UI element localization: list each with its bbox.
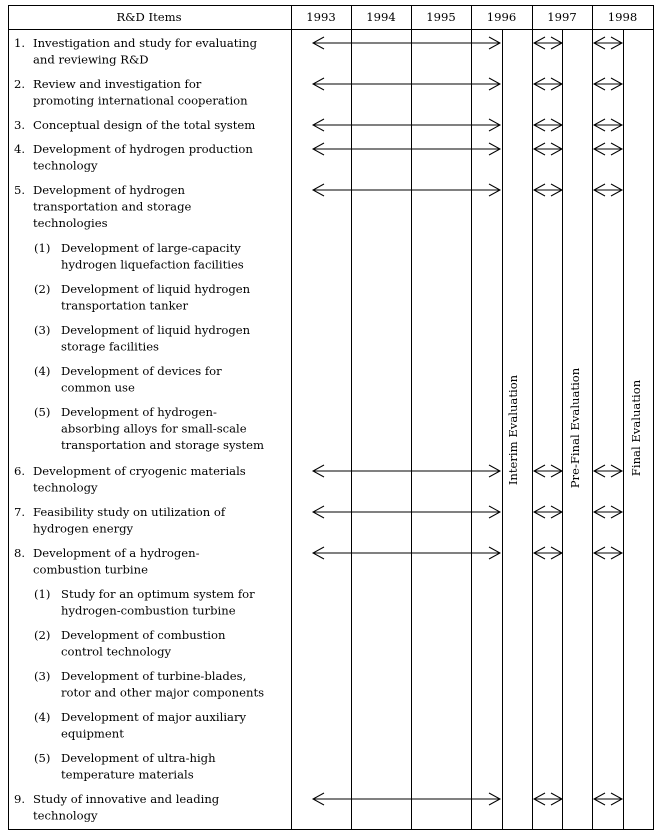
item-text: hydrogen liquefaction facilities — [61, 257, 244, 272]
item-number: 5. — [14, 183, 26, 197]
schedule-arrow — [534, 547, 562, 559]
schedule-arrow — [594, 37, 622, 49]
item-text: technology — [33, 480, 98, 495]
item-text: Development of a hydrogen- — [33, 546, 200, 560]
pre-final-evaluation-label: Pre-Final Evaluation — [568, 367, 582, 489]
sub-item-row — [34, 323, 251, 354]
schedule-arrow — [594, 78, 622, 90]
item-text: Development of liquid hydrogen — [61, 282, 251, 296]
year-header: 1993 — [306, 10, 336, 24]
item-number: (2) — [34, 282, 51, 296]
schedule-arrow — [594, 506, 622, 518]
item-row — [14, 546, 200, 577]
item-text: Development of devices for — [61, 364, 222, 378]
year-header: 1995 — [426, 10, 456, 24]
year-header: 1998 — [607, 10, 638, 24]
item-text: Development of combustion — [61, 628, 226, 642]
item-text: Development of hydrogen production — [33, 142, 253, 156]
item-number: (3) — [34, 323, 51, 337]
rd-items-header: R&D Items — [116, 10, 182, 24]
item-text: transportation and storage system — [61, 438, 265, 452]
item-text: Study of innovative and leading — [33, 792, 220, 806]
interim-evaluation-label: Interim Evaluation — [506, 374, 520, 486]
item-text: transportation tanker — [61, 298, 189, 313]
item-number: 7. — [14, 505, 26, 519]
item-number: 8. — [14, 546, 26, 560]
schedule-arrow — [594, 143, 622, 155]
item-text: Development of major auxiliary — [61, 710, 247, 724]
sub-item-row — [34, 628, 226, 659]
item-text: storage facilities — [61, 339, 160, 354]
item-text: Investigation and study for evaluating — [33, 36, 257, 50]
item-text: Development of ultra-high — [61, 751, 216, 765]
sub-item-row — [34, 710, 247, 741]
item-number: 1. — [14, 36, 26, 50]
item-text: equipment — [61, 726, 124, 741]
item-number: (1) — [34, 587, 51, 601]
item-text: Review and investigation for — [33, 77, 202, 91]
schedule-arrow — [534, 78, 562, 90]
item-number: 6. — [14, 464, 26, 478]
year-header: 1994 — [366, 10, 396, 24]
schedule-arrow — [594, 547, 622, 559]
sub-item-row — [34, 241, 244, 272]
item-number: (1) — [34, 241, 51, 255]
item-row — [14, 464, 246, 495]
evaluation-labels — [506, 367, 643, 488]
schedule-arrow — [594, 184, 622, 196]
item-text: hydrogen-combustion turbine — [61, 603, 236, 618]
item-number: 2. — [14, 77, 26, 91]
item-text: common use — [61, 380, 135, 395]
item-row — [14, 183, 191, 230]
item-row — [14, 792, 220, 823]
sub-item-row — [34, 364, 222, 395]
item-text: combustion turbine — [33, 562, 148, 577]
item-text: Feasibility study on utilization of — [33, 505, 226, 519]
item-text: control technology — [61, 644, 172, 659]
item-number: (4) — [34, 710, 51, 724]
item-text: promoting international cooperation — [33, 93, 248, 108]
item-number: 9. — [14, 792, 26, 806]
item-number: (5) — [34, 751, 51, 765]
schedule-arrow — [534, 37, 562, 49]
item-row — [14, 36, 258, 67]
item-row — [14, 77, 248, 108]
item-text: absorbing alloys for small-scale — [61, 421, 247, 436]
year-header: 1997 — [547, 10, 577, 24]
item-text: and reviewing R&D — [33, 52, 149, 67]
sub-item-row — [34, 751, 216, 782]
item-text: rotor and other major components — [61, 685, 265, 700]
item-number: 3. — [14, 118, 26, 132]
sub-item-row — [34, 282, 251, 313]
year-header: 1996 — [486, 10, 517, 24]
item-text: Development of cryogenic materials — [33, 464, 246, 478]
header-row — [116, 10, 637, 24]
schedule-arrow — [534, 793, 562, 805]
item-number: (5) — [34, 405, 51, 419]
item-text: Development of large-capacity — [61, 241, 241, 255]
schedule-arrow — [534, 506, 562, 518]
item-text: Development of turbine-blades, — [61, 669, 247, 683]
item-number: (2) — [34, 628, 51, 642]
item-text: technology — [33, 808, 98, 823]
item-text: Development of hydrogen- — [61, 405, 217, 419]
sub-item-row — [34, 669, 264, 700]
item-row — [14, 118, 255, 132]
item-text: temperature materials — [61, 767, 194, 782]
sub-item-row — [34, 405, 264, 452]
item-text: Development of hydrogen — [33, 183, 186, 197]
item-number: (4) — [34, 364, 51, 378]
item-text: hydrogen energy — [33, 521, 134, 536]
schedule-arrow — [534, 465, 562, 477]
item-row — [14, 505, 226, 536]
schedule-arrow — [534, 143, 562, 155]
item-text: technologies — [33, 216, 108, 230]
item-number: 4. — [14, 142, 26, 156]
item-text: technology — [33, 158, 98, 173]
item-number: (3) — [34, 669, 51, 683]
schedule-arrow — [594, 465, 622, 477]
schedule-arrow — [594, 793, 622, 805]
item-text: Conceptual design of the total system — [33, 118, 256, 132]
item-text: Study for an optimum system for — [61, 587, 255, 601]
item-text: Development of liquid hydrogen — [61, 323, 251, 337]
schedule-arrow — [534, 119, 562, 131]
item-row — [14, 142, 253, 173]
final-evaluation-label: Final Evaluation — [629, 379, 643, 477]
table-body — [14, 36, 264, 823]
item-text: transportation and storage — [33, 199, 192, 214]
sub-item-row — [34, 587, 255, 618]
schedule-arrow — [594, 119, 622, 131]
schedule-arrow — [534, 184, 562, 196]
